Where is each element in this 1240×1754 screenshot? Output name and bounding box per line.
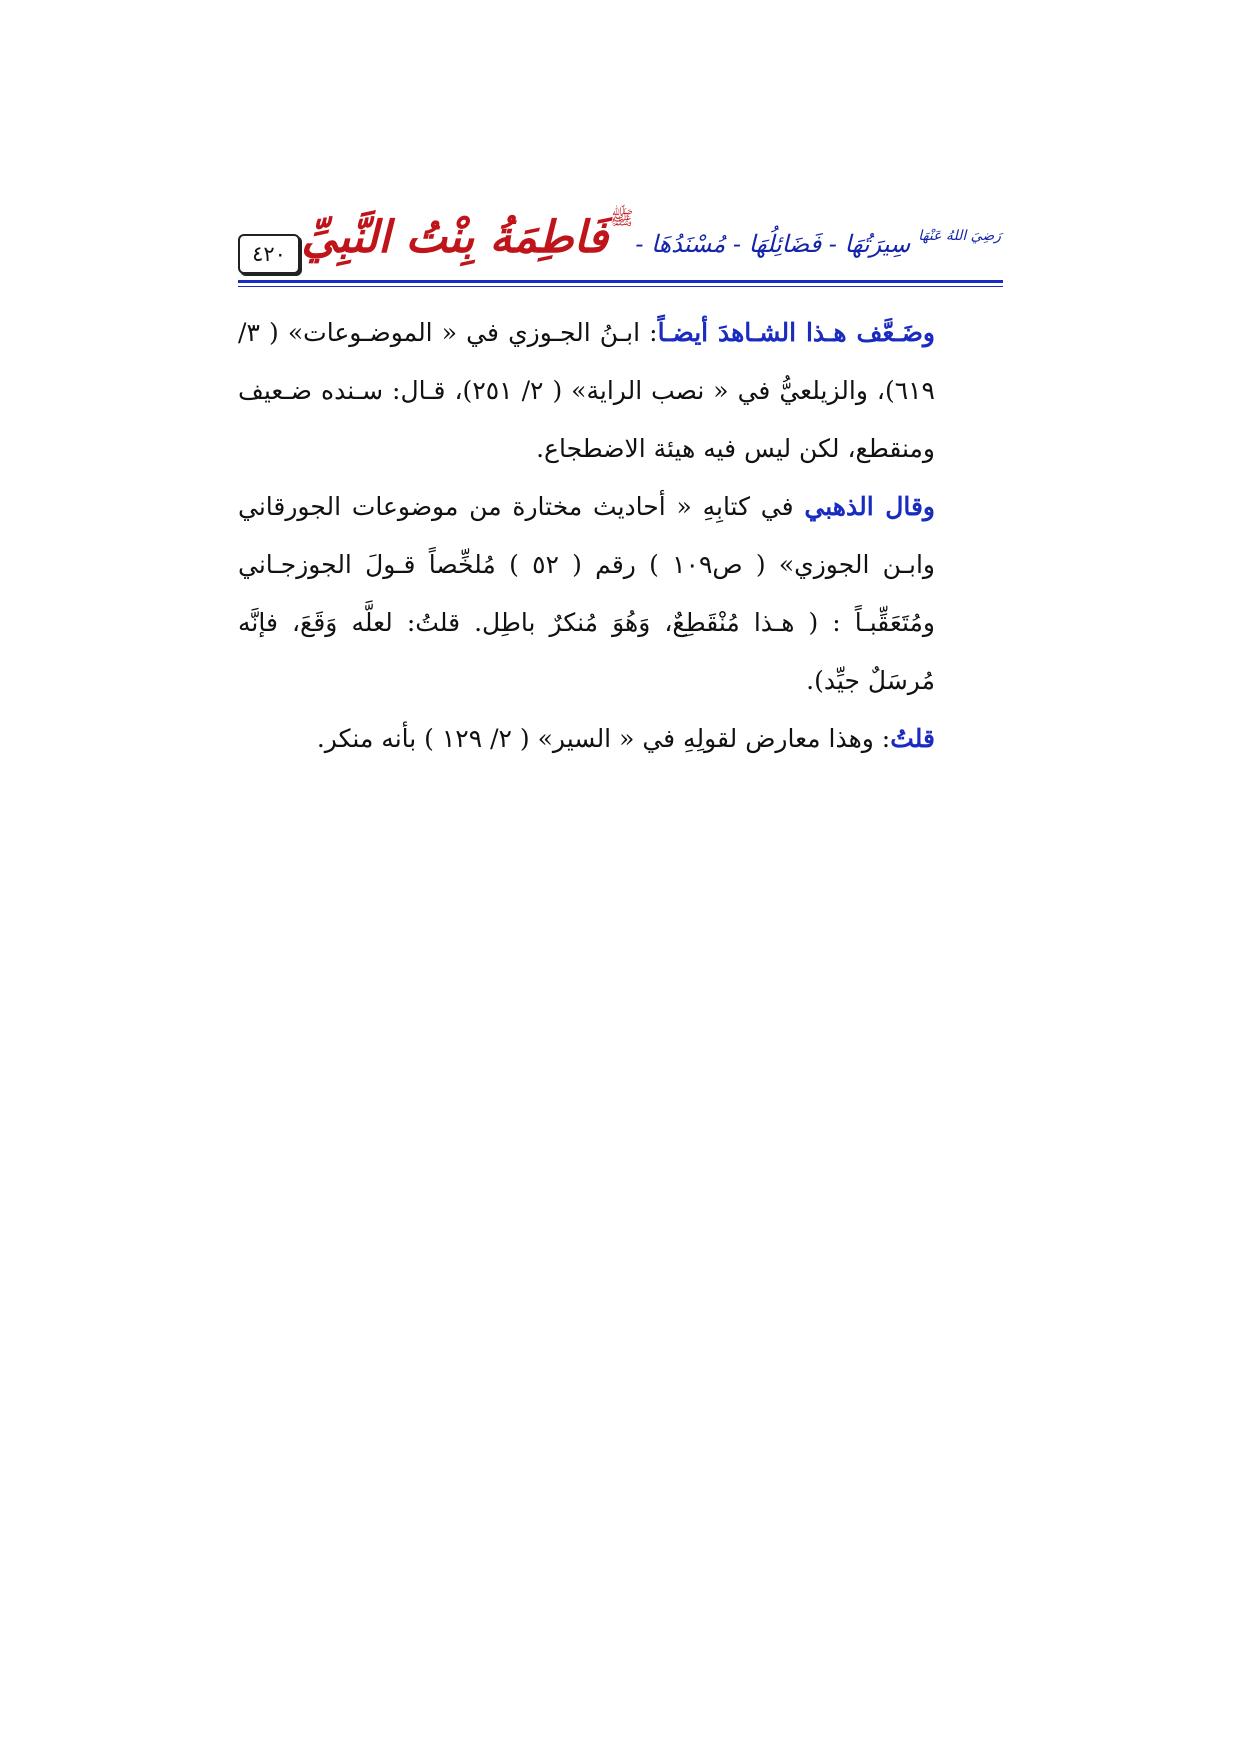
radiya-honorific: رَضِيَ اللهُ عَنْهَا xyxy=(918,228,1001,244)
book-title-main: فَاطِمَةُ بِنْتُ النَّبِيِّ xyxy=(301,212,609,263)
header-rule-thin xyxy=(238,286,1003,287)
page-body xyxy=(238,304,1003,768)
page-header xyxy=(238,180,1003,290)
paragraph-1-text: : ابـنُ الجـوزي في « الموضـوعات» ( ٣/ ٦١٩)، والزيلعيُّ في « نصب الراية» ( ٢/ ٢٥١)، قـال: سـنده ضـعيف ومنقطع، لكن ليس فيه هيئة الاضطجاع. xyxy=(238,318,935,463)
paragraph-2 xyxy=(238,478,1003,710)
paragraph-3-text: : وهذا معارض لقولِهِ في « السير» ( ٢/ ١٢٩ ) بأنه منكر. xyxy=(316,724,891,753)
header-rule xyxy=(238,280,1003,283)
paragraph-1-lead: وضَـعَّف هـذا الشـاهدَ أيضـاً xyxy=(657,318,936,347)
book-subtitle: سِيرَتُهَا - فَضَائِلُهَا - مُسْنَدُهَا - xyxy=(635,230,911,258)
paragraph-2-text: في كتابِهِ « أحاديث مختارة من موضوعات الجورقاني وابـن الجوزي» ( ص١٠٩ ) رقم ( ٥٢ ) مُلخِّصاً قـولَ الجوزجـاني ومُتَعَقِّبـاً : ( هـذا مُنْقَطِعٌ، وَهُوَ مُنكرٌ باطِل. قلتُ: لعلَّه وَقَعَ، فإنَّه مُرسَلٌ جيِّد). xyxy=(238,492,935,695)
paragraph-1 xyxy=(238,304,1003,478)
paragraph-3 xyxy=(238,710,1003,768)
book-title xyxy=(301,180,1003,266)
paragraph-2-lead: وقال الذهبي xyxy=(804,492,935,521)
salawat-symbol: ﷺ xyxy=(610,206,634,230)
paragraph-3-lead: قلتُ xyxy=(890,724,935,753)
page-number: ٤٢٠ xyxy=(238,234,300,274)
